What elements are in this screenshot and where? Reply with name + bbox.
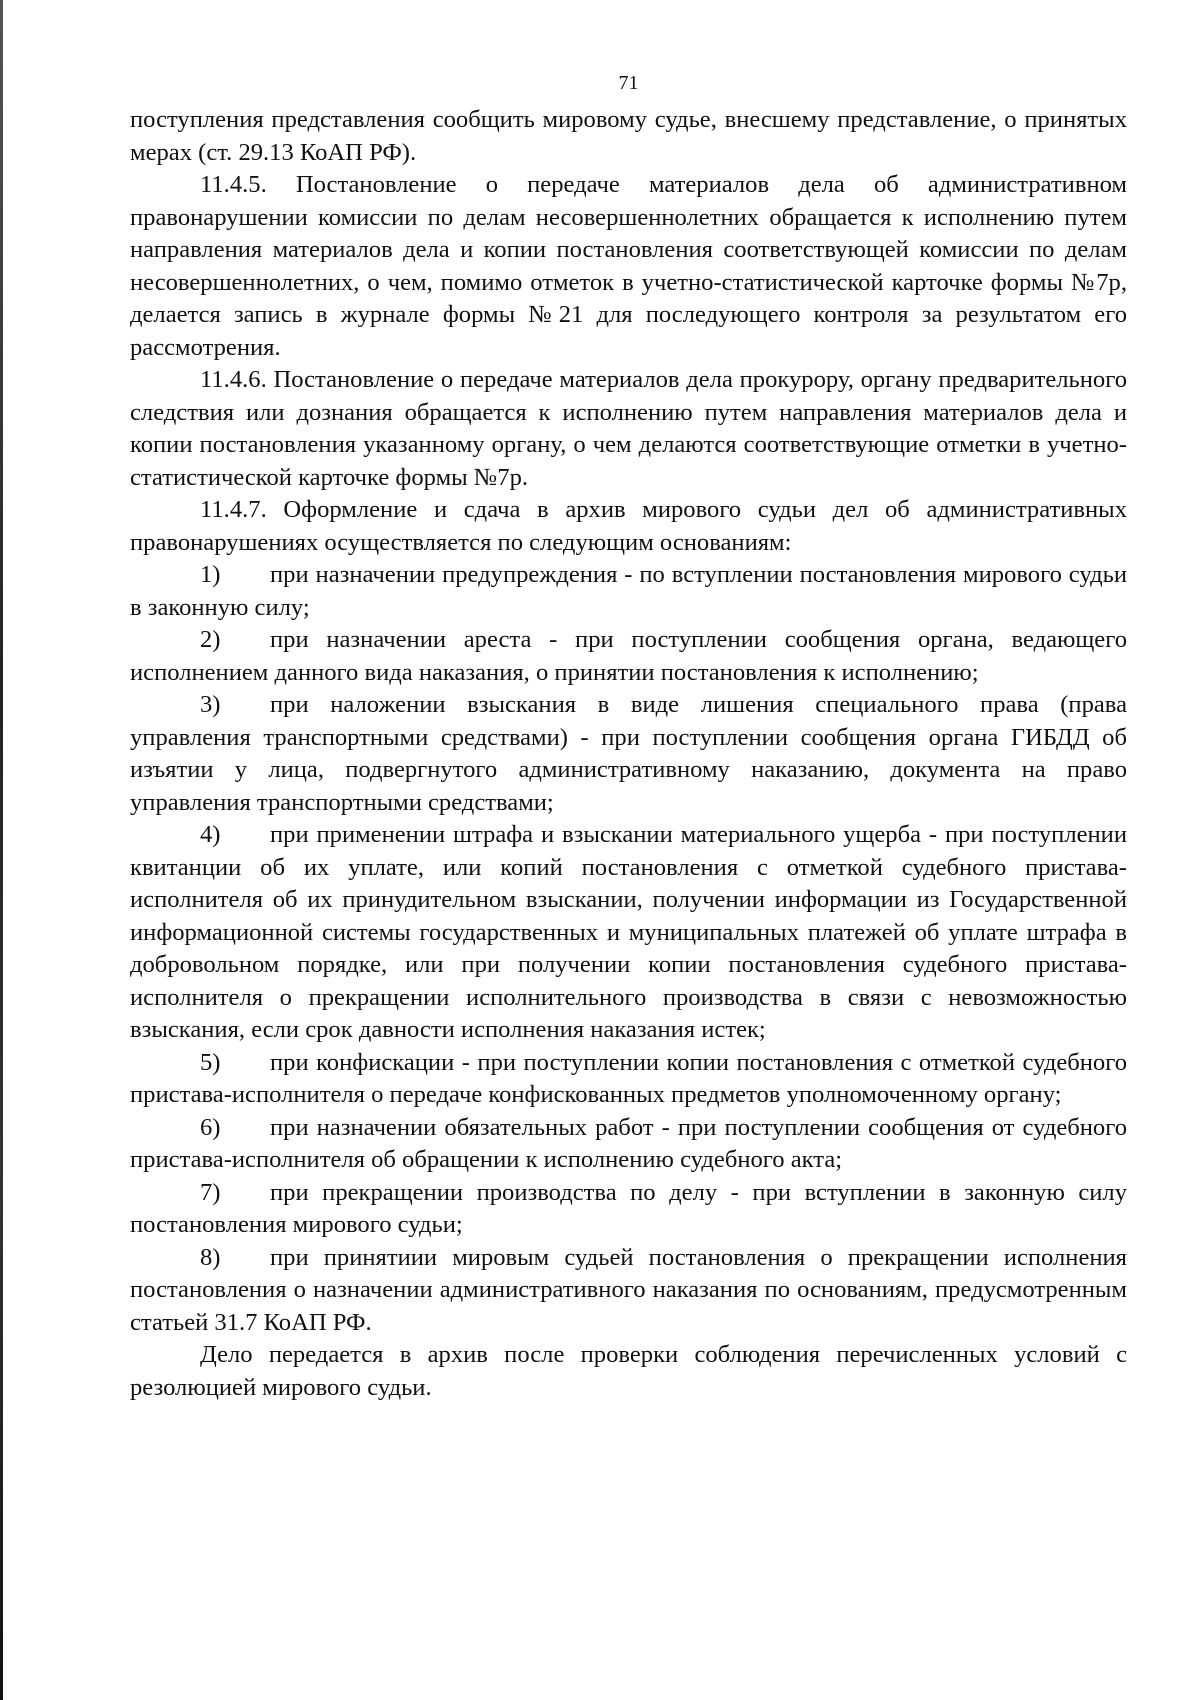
list-item-8 <box>130 1242 1127 1340</box>
list-item-3 <box>130 689 1127 819</box>
page-number: 71 <box>618 72 639 94</box>
list-item-text: при назначении предупреждения - по вступлении постановления мирового судьи в законную силу; <box>130 561 1127 621</box>
list-item-4 <box>130 819 1127 1047</box>
list-item-text: при назначении ареста - при поступлении сообщения органа, ведающего исполнением данного вида наказания, о принятии постановления к исполнению; <box>130 626 1127 686</box>
list-item-number: 3) <box>200 691 221 718</box>
list-item-number: 2) <box>200 626 221 653</box>
list-item-number: 6) <box>200 1113 221 1141</box>
list-item-text: при принятиии мировым судьей постановления о прекращении исполнения постановления о назначении административного наказания по основаниям, предусмотренным статьей 31.7 КоАП РФ. <box>130 1243 1127 1336</box>
list-item-number: 5) <box>200 1048 221 1076</box>
list-item-number: 8) <box>200 1243 221 1271</box>
paragraph-continuation: поступления представления сообщить мировому судье, внесшему представление, о принятых мерах (ст. 29.13 КоАП РФ). <box>130 106 1127 166</box>
list-item-text: при конфискации - при поступлении копии постановления с отметкой судебного пристава-исполнителя о передаче конфискованных предметов уполномоченному органу; <box>130 1048 1127 1108</box>
paragraph-11-4-7: 11.4.7. Оформление и сдача в архив мирового судьи дел об административных правонарушениях осуществляется по следующим основаниям: <box>130 496 1127 556</box>
list-item-text: при прекращении производства по делу - при вступлении в законную силу постановления мирового судьи; <box>130 1178 1127 1238</box>
list-item-number: 1) <box>200 561 221 588</box>
list-item-7 <box>130 1177 1127 1242</box>
list-item-text: при наложении взыскания в виде лишения специального права (права управления транспортными средствами) - при поступлении сообщения органа ГИБДД об изъятии у лица, подвергнутого административному наказанию, документа на право управления транспортными средствами; <box>130 691 1127 816</box>
scan-edge <box>0 0 3 1700</box>
paragraph-11-4-6: 11.4.6. Постановление о передаче материалов дела прокурору, органу предварительного следствия или дознания обращается к исполнению путем направления материалов дела и копии постановления указанному органу, о чем делаются соответствующие отметки в учетно-статистической карточке формы №7р. <box>130 366 1127 491</box>
list-item-number: 4) <box>200 821 221 848</box>
list-item-text: при назначении обязательных работ - при поступлении сообщения от судебного пристава-исполнителя об обращении к исполнению судебного акта; <box>130 1113 1127 1173</box>
list-item-6 <box>130 1112 1127 1177</box>
document-page <box>130 62 1127 1404</box>
list-item-5 <box>130 1047 1127 1112</box>
paragraph-11-4-5: 11.4.5. Постановление о передаче материалов дела об административном правонарушении комиссии по делам несовершеннолетних обращается к исполнению путем направления материалов дела и копии постановления соответствующей комиссии по делам несовершеннолетних, о чем, помимо отметок в учетно-статистической карточке формы №7р, делается запись в журнале формы №21 для последующего контроля за результатом его рассмотрения. <box>130 171 1127 361</box>
list-item-number: 7) <box>200 1178 221 1206</box>
closing-paragraph: Дело передается в архив после проверки соблюдения перечисленных условий с резолюцией мирового судьи. <box>130 1341 1127 1401</box>
list-item-text: при применении штрафа и взыскании материального ущерба - при поступлении квитанции об их уплате, или копий постановления с отметкой судебного пристава-исполнителя об их принудительном взыскании, получении информации из Государственной информационной системы государственных и муниципальных платежей об уплате штрафа в добровольном порядке, или при получении копии постановления судебного пристава-исполнителя о прекращении исполнительного производства в связи с невозможностью взыскания, если срок давности исполнения наказания истек; <box>130 821 1127 1043</box>
list-item-1 <box>130 559 1127 624</box>
list-item-2 <box>130 624 1127 689</box>
